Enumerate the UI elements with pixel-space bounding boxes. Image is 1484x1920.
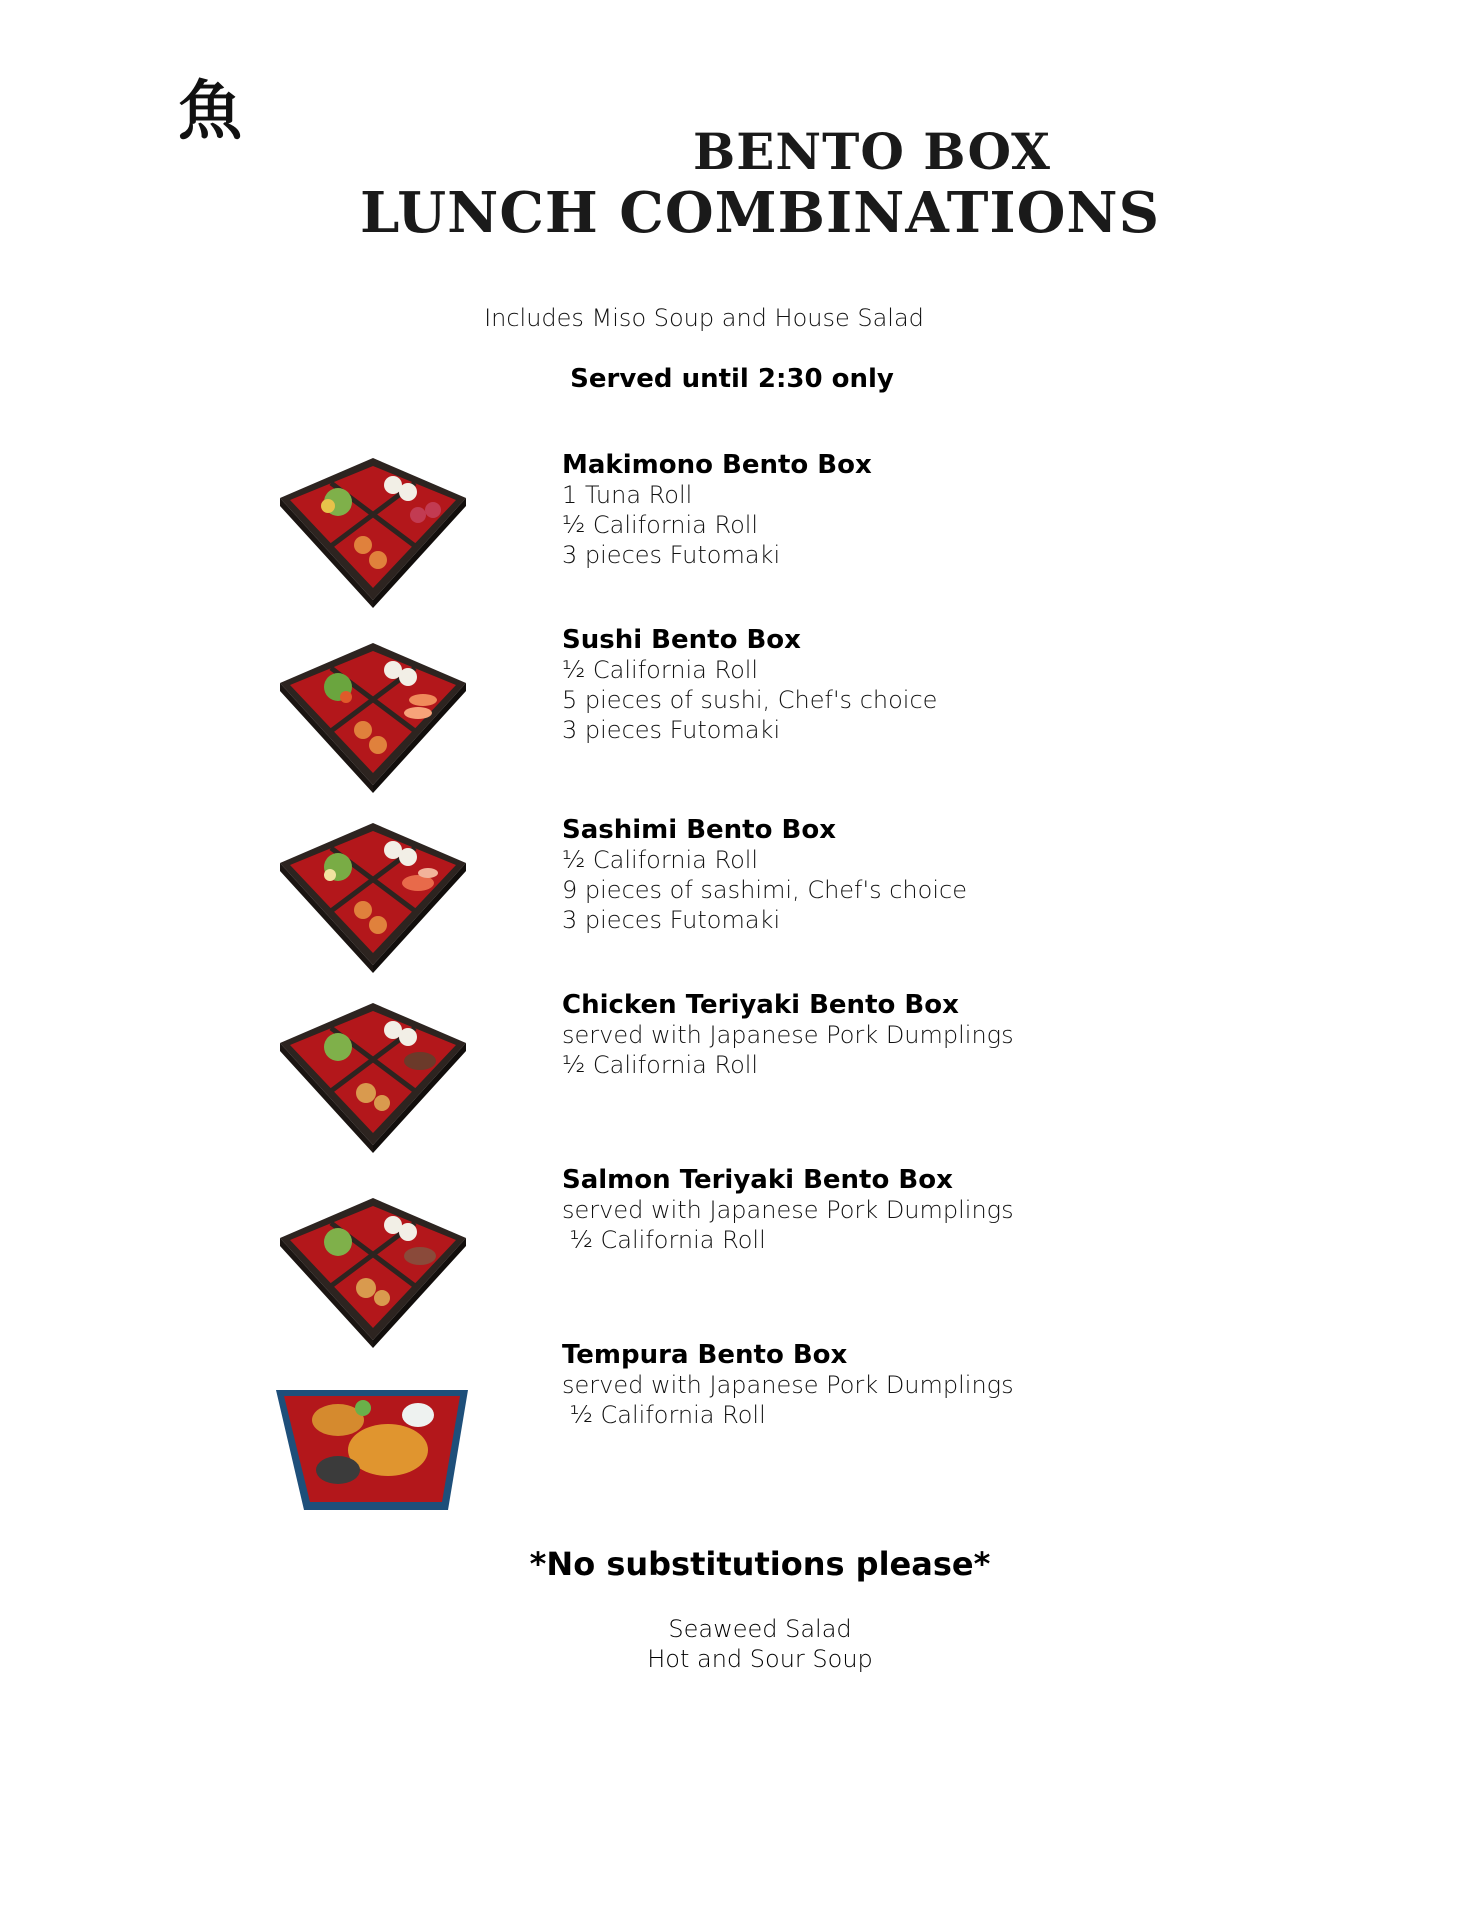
menu-item: [562, 990, 1014, 1080]
item-name: Sushi Bento Box: [562, 625, 801, 655]
item-detail: 1 Tuna Roll: [562, 481, 693, 509]
bento-box-image: [268, 995, 478, 1155]
bento-box-image: [268, 815, 478, 975]
item-detail: ½ California Roll: [562, 1051, 759, 1079]
extra-item: Seaweed Salad: [668, 1615, 852, 1643]
item-detail: 3 pieces Futomaki: [562, 716, 781, 744]
extra-item: Hot and Sour Soup: [647, 1645, 873, 1673]
item-detail: ½ California Roll: [562, 1401, 766, 1429]
menu-title-line2: LUNCH COMBINATIONS: [359, 180, 1161, 246]
bento-box-image: [268, 450, 478, 610]
menu-item: [562, 1165, 1014, 1255]
served-until-note: Served until 2:30 only: [570, 364, 894, 394]
includes-note: Includes Miso Soup and House Salad: [484, 304, 924, 332]
menu-item: [562, 625, 937, 745]
bento-box-image: [268, 1190, 478, 1350]
item-name: Tempura Bento Box: [562, 1340, 848, 1370]
item-detail: ½ California Roll: [562, 846, 759, 874]
item-name: Chicken Teriyaki Bento Box: [562, 990, 959, 1020]
item-detail: ½ California Roll: [562, 511, 759, 539]
item-detail: served with Japanese Pork Dumplings: [562, 1021, 1014, 1049]
item-detail: 3 pieces Futomaki: [562, 541, 781, 569]
item-name: Sashimi Bento Box: [562, 815, 836, 845]
menu-item: [562, 450, 872, 570]
item-name: Makimono Bento Box: [562, 450, 872, 480]
menu-item: [562, 815, 967, 935]
item-detail: 5 pieces of sushi, Chef's choice: [562, 686, 938, 714]
item-name: Salmon Teriyaki Bento Box: [562, 1165, 953, 1195]
menu-title-line1: BENTO BOX: [693, 122, 1051, 181]
no-substitutions-note: *No substitutions please*: [529, 1545, 991, 1583]
item-detail: served with Japanese Pork Dumplings: [562, 1196, 1014, 1224]
item-detail: ½ California Roll: [562, 1226, 766, 1254]
item-detail: 9 pieces of sashimi, Chef's choice: [562, 876, 967, 904]
bento-box-image: [268, 635, 478, 795]
fish-kanji-logo: 魚: [178, 74, 242, 149]
menu-item: [562, 1340, 1014, 1430]
item-detail: served with Japanese Pork Dumplings: [562, 1371, 1014, 1399]
item-detail: ½ California Roll: [562, 656, 759, 684]
tempura-bento-box-image: [268, 1360, 478, 1520]
item-detail: 3 pieces Futomaki: [562, 906, 781, 934]
